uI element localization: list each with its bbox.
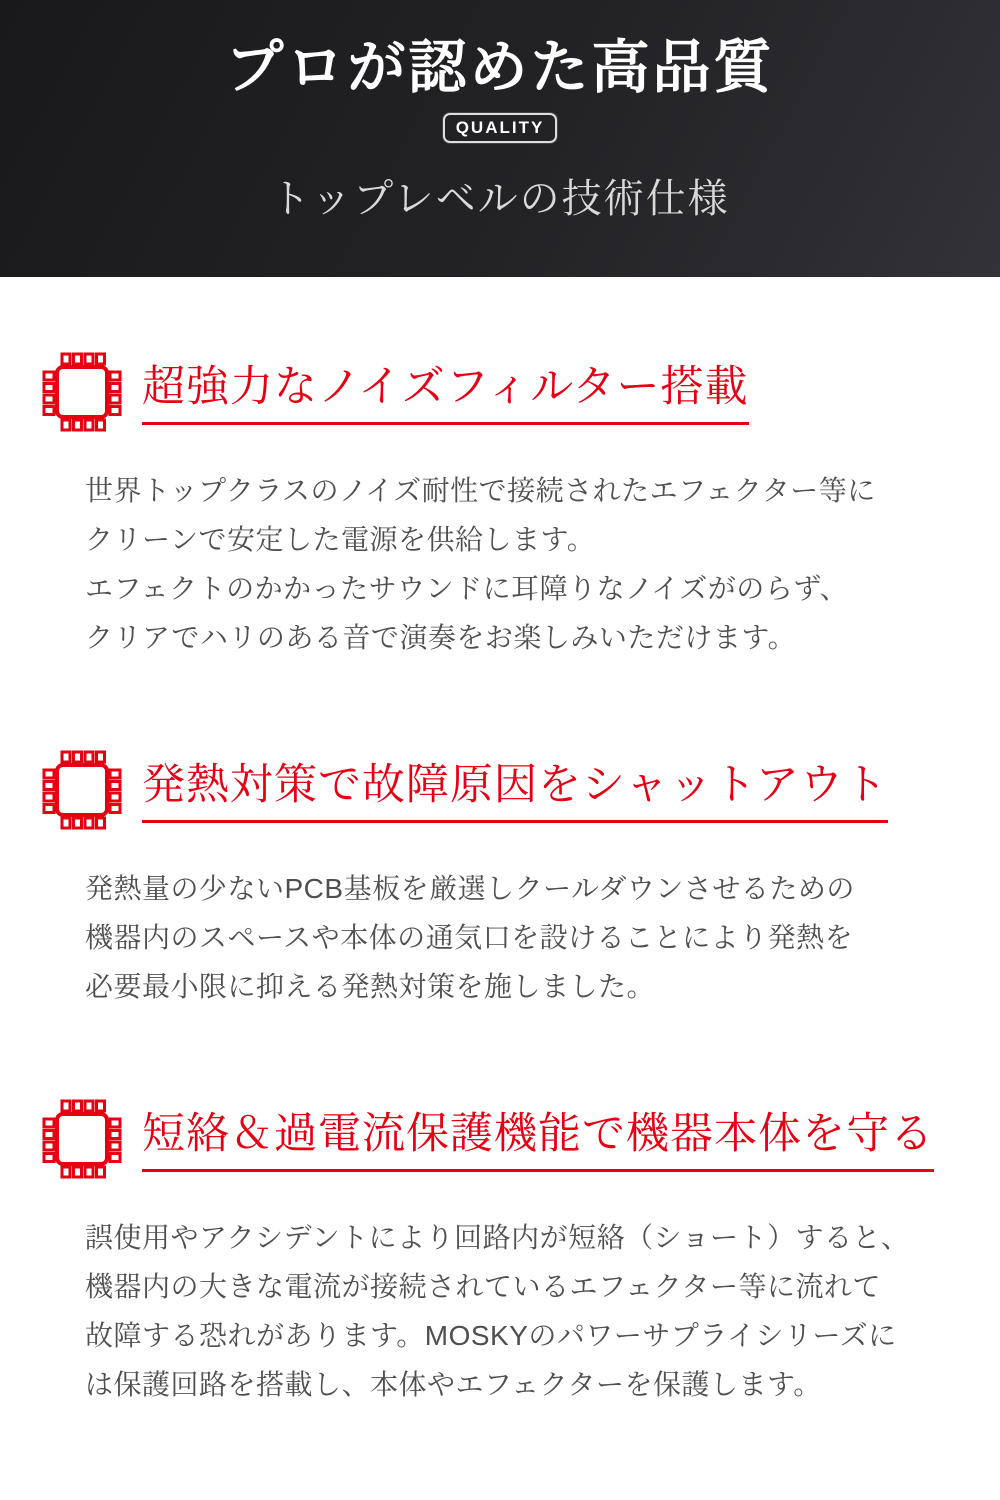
feature-paragraph: 誤使用やアクシデントにより回路内が短絡（ショート）すると、 機器内の大きな電流が接続されているエフェクター等に流れて 故障する恐れがあります。MOSKYのパワーサプライシリーズに は保護回路を搭載し、本体やエフェクターを保護します。 [85,1222,910,1400]
quality-badge: QUALITY [443,113,558,143]
feature-paragraph: 発熱量の少ないPCB基板を厳選しクールダウンさせるための 機器内のスペースや本体の通気口を設けることにより発熱を 必要最小限に抑える発熱対策を施しました。 [85,873,855,1002]
feature-section-heat-control [40,748,960,1011]
chip-icon [40,350,124,438]
feature-header [40,1097,960,1185]
feature-title: 発熱対策で故障原因をシャットアウト [142,761,888,822]
feature-title: 超強力なノイズフィルター搭載 [142,363,749,424]
feature-header [40,748,960,836]
feature-header [40,350,960,438]
chip-icon [40,1097,124,1185]
hero-subtitle: トップレベルの技術仕様 [270,177,730,222]
hero-title: プロが認めた高品質 [225,35,775,100]
chip-icon [40,748,124,836]
feature-section-short-circuit-protection [40,1097,960,1409]
feature-list [0,277,1000,1469]
feature-paragraph: 世界トップクラスのノイズ耐性で接続されたエフェクター等に クリーンで安定した電源を供給します。 エフェクトのかかったサウンドに耳障りなノイズがのらず、 クリアでハリのある音で演奏をお楽しみいただけます。 [85,475,876,653]
hero-banner [0,0,1000,277]
feature-title: 短絡＆過電流保護機能で機器本体を守る [142,1110,934,1171]
feature-section-noise-filter [40,350,960,662]
